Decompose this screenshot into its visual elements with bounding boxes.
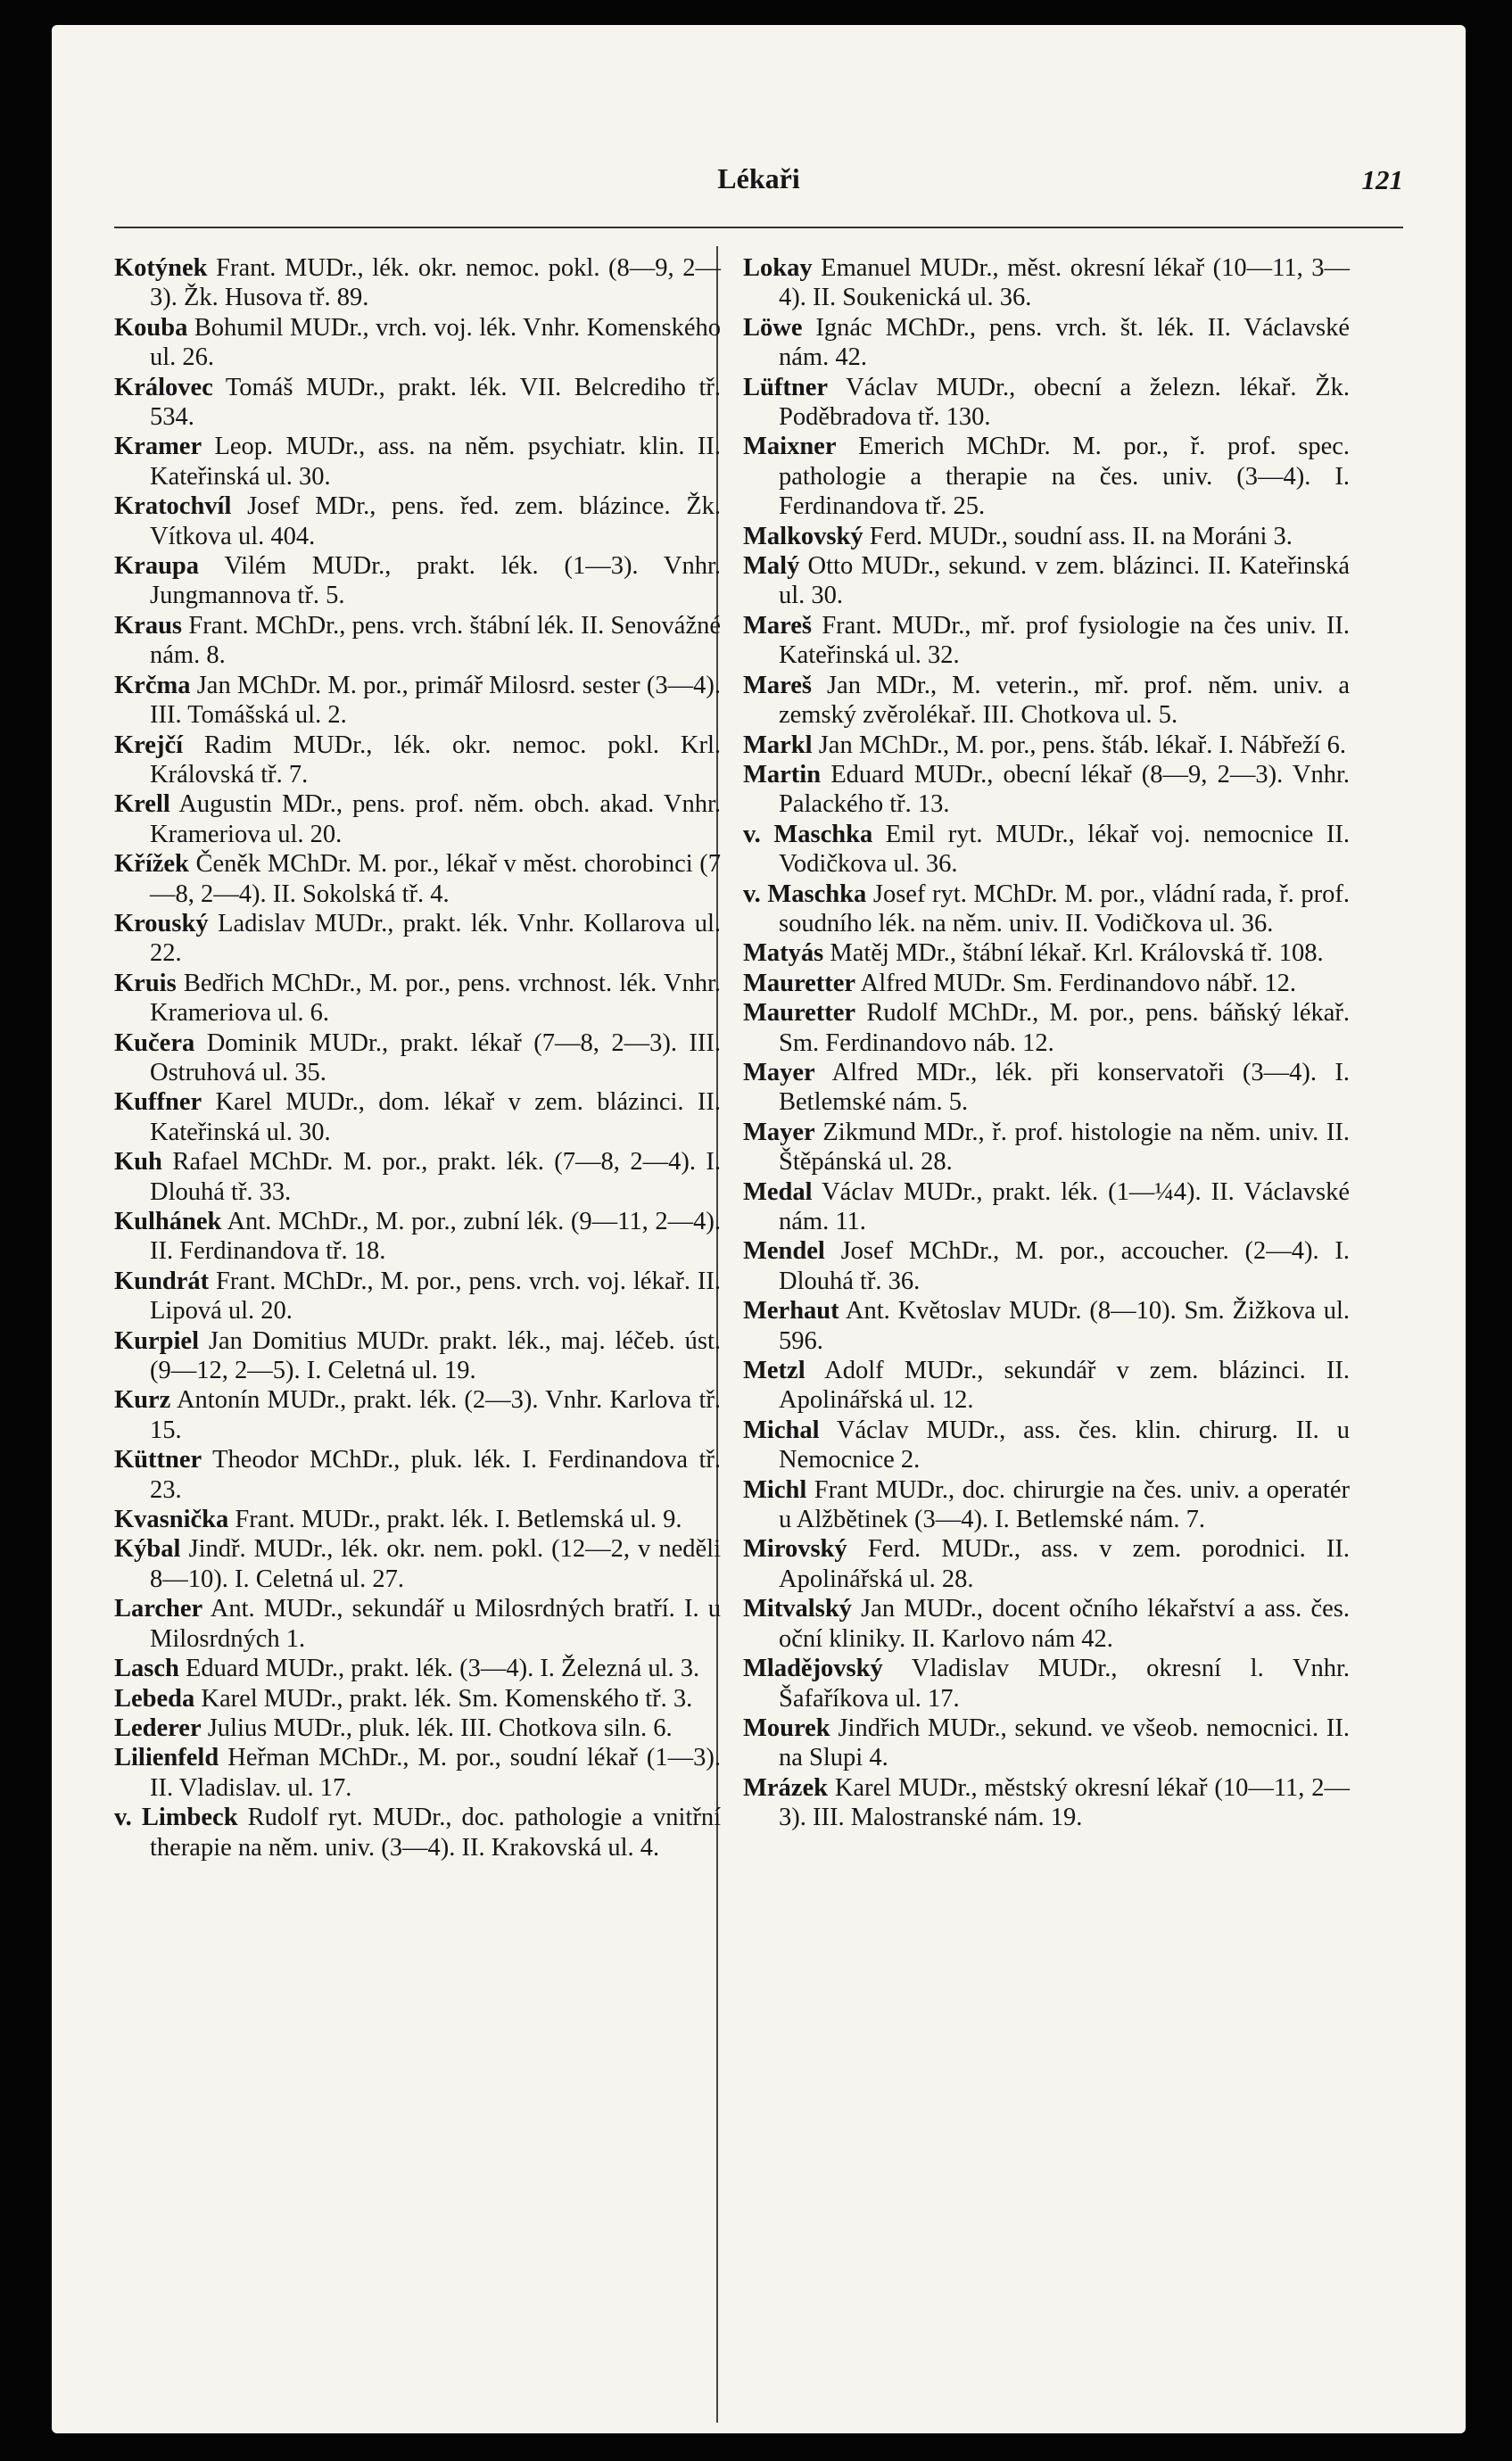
directory-entry <box>114 611 721 671</box>
directory-entry <box>743 1475 1350 1535</box>
page <box>52 25 1466 2433</box>
entry-details: Karel MUDr., městský okresní lékař (10—11, 2—3). III. Malostranské nám. 19. <box>779 1773 1350 1832</box>
entry-details: Ferd. MUDr., soudní ass. II. na Moráni 3. <box>869 522 1293 550</box>
entry-details: Bedřich MChDr., M. por., pens. vrchnost. lék. Vnhr. Krameriova ul. 6. <box>150 969 722 1028</box>
entry-details: Emanuel MUDr., měst. okresní lékař (10—11, 3—4). II. Soukenická ul. 36. <box>779 254 1350 312</box>
directory-entry <box>743 969 1350 998</box>
entry-details: Václav MUDr., obecní a železn. lékař. Žk. Poděbradova tř. 130. <box>779 373 1350 432</box>
entry-details: Ant. MUDr., sekundář u Milosrdných bratří. I. u Milosrdných 1. <box>150 1595 721 1653</box>
entry-name: Kundrát <box>114 1267 210 1295</box>
entry-name: Malkovský <box>743 522 863 550</box>
entry-details: Zikmund MDr., ř. prof. histologie na něm. univ. II. Štěpánská ul. 28. <box>779 1118 1351 1177</box>
entry-name: Lasch <box>114 1655 179 1683</box>
entry-name: Metzl <box>743 1357 806 1385</box>
directory-entry <box>114 432 721 491</box>
entry-name: Krouský <box>114 909 209 937</box>
entry-details: Otto MUDr., sekund. v zem. blázinci. II. Kateřinská ul. 30. <box>779 552 1350 610</box>
entry-name: Mayer <box>743 1118 815 1146</box>
directory-entry <box>743 1058 1350 1118</box>
entry-details: Ferd. MUDr., ass. v zem. porodnici. II. Apolinářská ul. 28. <box>779 1535 1351 1593</box>
left-column <box>114 253 721 1862</box>
page-header <box>114 159 1403 212</box>
directory-entry <box>743 1416 1350 1475</box>
directory-entry <box>114 1654 721 1683</box>
entry-details: Antonín MUDr., prakt. lék. (2—3). Vnhr. Karlova tř. 15. <box>150 1386 721 1444</box>
entry-name: Kratochvíl <box>114 492 232 521</box>
directory-entry <box>743 880 1350 939</box>
entry-details: Rudolf MChDr., M. por., pens. báňský lékař. Sm. Ferdinandovo náb. 12. <box>779 999 1350 1057</box>
entry-details: Josef MDr., pens. řed. zem. blázince. Žk. Vítkova ul. 404. <box>150 492 722 550</box>
entry-name: v. Maschka <box>743 880 867 908</box>
directory-entry <box>114 909 721 969</box>
entry-name: Mauretter <box>743 969 856 997</box>
directory-entry <box>743 998 1350 1058</box>
entry-details: Tomáš MUDr., prakt. lék. VII. Belcrediho tř. 534. <box>150 373 721 432</box>
entry-details: Frant. MChDr., pens. vrch. štábní lék. II. Senovážné nám. 8. <box>150 611 722 670</box>
entry-name: Mendel <box>743 1237 825 1266</box>
entry-name: Mladějovský <box>743 1655 883 1683</box>
entry-name: Kvasnička <box>114 1506 229 1534</box>
entry-name: v. Maschka <box>743 820 873 848</box>
entry-name: Martin <box>743 760 822 789</box>
entry-details: Matěj MDr., štábní lékař. Krl. Královská tř. 108. <box>830 939 1324 968</box>
entry-name: Kuffner <box>114 1088 202 1117</box>
entry-details: Václav MUDr., ass. čes. klin. chirurg. II. u Nemocnice 2. <box>779 1416 1350 1474</box>
entry-details: Karel MUDr., prakt. lék. Sm. Komenského tř. 3. <box>201 1684 693 1713</box>
directory-entry <box>114 671 721 731</box>
directory-entry <box>743 1236 1350 1296</box>
directory-entry <box>114 1803 721 1862</box>
entry-name: Michl <box>743 1475 807 1504</box>
directory-entry <box>114 313 721 373</box>
entry-details: Eduard MUDr., obecní lékař (8—9, 2—3). Vnhr. Palackého tř. 13. <box>779 760 1350 819</box>
entry-details: Frant. MChDr., M. por., pens. vrch. voj. lékař. II. Lipová ul. 20. <box>150 1267 721 1325</box>
entry-details: Frant. MUDr., mř. prof fysiologie na čes univ. II. Kateřinská ul. 32. <box>779 611 1350 670</box>
entry-name: Malý <box>743 552 800 581</box>
directory-entry <box>114 1385 721 1445</box>
directory-entry <box>743 1118 1350 1177</box>
directory-entry <box>114 1267 721 1326</box>
entry-name: Křížek <box>114 850 189 879</box>
directory-entry <box>114 1743 721 1803</box>
entry-name: Kraupa <box>114 552 200 581</box>
directory-entry <box>114 1028 721 1088</box>
entry-name: Medal <box>743 1177 813 1206</box>
directory-entry <box>114 789 721 849</box>
entry-name: Lokay <box>743 254 813 282</box>
directory-entry <box>114 849 721 909</box>
entry-name: Lederer <box>114 1714 202 1742</box>
entry-details: Ladislav MUDr., prakt. lék. Vnhr. Kollarova ul. 22. <box>150 909 722 968</box>
page-title: Lékaři <box>717 162 800 194</box>
directory-entry <box>114 373 721 433</box>
entry-details: Ignác MChDr., pens. vrch. št. lék. II. Václavské nám. 42. <box>779 313 1350 372</box>
entry-name: Kurz <box>114 1386 171 1415</box>
entry-name: Matyás <box>743 939 824 968</box>
page-number: 121 <box>1361 164 1403 195</box>
directory-entry <box>114 491 721 551</box>
entry-name: Kýbal <box>114 1535 181 1564</box>
directory-entry <box>743 432 1350 521</box>
entry-details: Jan MChDr., M. por., pens. štáb. lékař. I. Nábřeží 6. <box>818 731 1346 759</box>
entry-details: Adolf MUDr., sekundář v zem. blázinci. II. Apolinářská ul. 12. <box>779 1357 1350 1415</box>
directory-entry <box>743 760 1350 820</box>
entry-name: Lüftner <box>743 373 828 401</box>
entry-name: Larcher <box>114 1595 203 1623</box>
entry-details: Ant. MChDr., M. por., zubní lék. (9—11, 2—4). II. Ferdinandova tř. 18. <box>150 1208 721 1266</box>
directory-entry <box>743 551 1350 611</box>
entry-details: Theodor MChDr., pluk. lék. I. Ferdinandova tř. 23. <box>150 1446 721 1504</box>
entry-name: Kotýnek <box>114 254 208 282</box>
directory-entry <box>743 1773 1350 1833</box>
entry-details: Frant MUDr., doc. chirurgie na čes. univ. a operatér u Alžbětinek (3—4). I. Betlemské nám. 7. <box>779 1475 1350 1534</box>
directory-entry <box>114 1147 721 1207</box>
directory-entry <box>743 1654 1350 1714</box>
directory-entry <box>743 1534 1350 1594</box>
entry-details: Josef MChDr., M. por., accoucher. (2—4). I. Dlouhá tř. 36. <box>779 1237 1350 1295</box>
entry-name: Merhaut <box>743 1297 839 1325</box>
directory-entry <box>743 1714 1350 1773</box>
entry-name: Mrázek <box>743 1773 828 1802</box>
directory-entry <box>743 373 1350 433</box>
directory-entry <box>114 1207 721 1267</box>
entry-name: Krell <box>114 790 170 819</box>
entry-details: Josef ryt. MChDr. M. por., vládní rada, ř. prof. soudního lék. na něm. univ. II. Vodičkova ul. 36. <box>779 880 1350 937</box>
entry-details: Leop. MUDr., ass. na něm. psychiatr. klin. II. Kateřinská ul. 30. <box>150 433 722 491</box>
directory-entry <box>114 551 721 611</box>
entry-details: Dominik MUDr., prakt. lékař (7—8, 2—3). III. Ostruhová ul. 35. <box>150 1028 722 1086</box>
entry-details: Radim MUDr., lék. okr. nemoc. pokl. Krl. Královská tř. 7. <box>150 731 722 789</box>
directory-entry <box>743 1296 1350 1356</box>
entry-name: Kuh <box>114 1148 162 1177</box>
directory-entry <box>743 1594 1350 1654</box>
directory-entry <box>114 1445 721 1505</box>
directory-entry <box>114 731 721 790</box>
entry-details: Alfred MUDr. Sm. Ferdinandovo nábř. 12. <box>860 969 1297 997</box>
directory-entry <box>743 1177 1350 1237</box>
entry-name: v. Limbeck <box>114 1804 238 1832</box>
entry-name: Mareš <box>743 611 813 640</box>
entry-details: Jan MChDr. M. por., primář Milosrd. sester (3—4). III. Tomášská ul. 2. <box>150 671 722 730</box>
directory-entry <box>114 1594 721 1654</box>
entry-details: Karel MUDr., dom. lékař v zem. blázinci. II. Kateřinská ul. 30. <box>150 1088 721 1146</box>
directory-entry <box>114 1326 721 1386</box>
directory-entry <box>743 731 1350 760</box>
entry-name: Mayer <box>743 1058 815 1086</box>
entry-name: Krejčí <box>114 731 184 759</box>
right-column <box>743 253 1350 1833</box>
directory-entry <box>114 1505 721 1534</box>
entry-details: Julius MUDr., pluk. lék. III. Chotkova siln. 6. <box>207 1714 673 1742</box>
entry-details: Ant. Květoslav MUDr. (8—10). Sm. Žižkova ul. 596. <box>779 1297 1350 1355</box>
entry-details: Jindřich MUDr., sekund. ve všeob. nemocnici. II. na Slupi 4. <box>779 1714 1350 1772</box>
directory-entry <box>743 938 1350 968</box>
entry-name: Kulhánek <box>114 1208 222 1235</box>
entry-details: Augustin MDr., pens. prof. něm. obch. akad. Vnhr. Krameriova ul. 20. <box>150 790 721 848</box>
entry-details: Jindř. MUDr., lék. okr. nem. pokl. (12—2, v neděli 8—10). I. Celetná ul. 27. <box>150 1535 721 1593</box>
directory-entry <box>114 253 721 313</box>
entry-name: Löwe <box>743 313 803 342</box>
entry-details: Bohumil MUDr., vrch. voj. lék. Vnhr. Komenského ul. 26. <box>150 313 721 372</box>
directory-entry <box>114 969 721 1028</box>
entry-name: Mareš <box>743 671 813 699</box>
entry-name: Mirovský <box>743 1535 847 1564</box>
directory-entry <box>743 313 1350 373</box>
entry-details: Jan MUDr., docent očního lékařství a ass. čes. oční kliniky. II. Karlovo nám 42. <box>779 1595 1350 1653</box>
entry-name: Kučera <box>114 1028 195 1057</box>
entry-name: Lebeda <box>114 1684 195 1713</box>
entry-name: Krčma <box>114 671 191 699</box>
entry-name: Lilienfeld <box>114 1744 219 1772</box>
entry-details: Jan Domitius MUDr. prakt. lék., maj. léčeb. úst. (9—12, 2—5). I. Celetná ul. 19. <box>150 1326 722 1385</box>
directory-entry <box>743 1356 1350 1416</box>
entry-details: Alfred MDr., lék. při konservatoři (3—4). I. Betlemské nám. 5. <box>779 1058 1350 1117</box>
entry-details: Frant. MUDr., prakt. lék. I. Betlemská ul. 9. <box>235 1506 682 1534</box>
directory-entry <box>114 1714 721 1743</box>
entry-name: Küttner <box>114 1446 202 1474</box>
entry-name: Maixner <box>743 433 837 461</box>
entry-name: Kruis <box>114 969 177 997</box>
entry-details: Emil ryt. MUDr., lékař voj. nemocnice II. Vodičkova ul. 36. <box>779 820 1350 879</box>
directory-entry <box>743 611 1350 671</box>
entry-details: Emerich MChDr. M. por., ř. prof. spec. pathologie a therapie na čes. univ. (3—4). I. Ferdinandova tř. 25. <box>779 433 1351 521</box>
entry-name: Michal <box>743 1416 820 1444</box>
entry-name: Markl <box>743 731 813 759</box>
directory-entry <box>743 253 1350 313</box>
entry-name: Kramer <box>114 433 202 461</box>
entry-name: Mourek <box>743 1714 830 1742</box>
entry-details: Vilém MUDr., prakt. lék. (1—3). Vnhr. Jungmannova tř. 5. <box>150 552 721 610</box>
directory-entry <box>114 1087 721 1147</box>
entry-details: Vladislav MUDr., okresní l. Vnhr. Šafaříkova ul. 17. <box>779 1655 1350 1713</box>
entry-details: Frant. MUDr., lék. okr. nemoc. pokl. (8—9, 2—3). Žk. Husova tř. 89. <box>150 254 722 312</box>
entry-details: Eduard MUDr., prakt. lék. (3—4). I. Železná ul. 3. <box>185 1655 700 1683</box>
entry-name: Kouba <box>114 313 188 342</box>
entry-details: Rafael MChDr. M. por., prakt. lék. (7—8, 2—4). I. Dlouhá tř. 33. <box>150 1148 721 1206</box>
entry-details: Heřman MChDr., M. por., soudní lékař (1—3). II. Vladislav. ul. 17. <box>150 1744 722 1802</box>
entry-name: Královec <box>114 373 213 401</box>
directory-entry <box>743 671 1350 731</box>
entry-details: Václav MUDr., prakt. lék. (1—¼4). II. Václavské nám. 11. <box>779 1177 1350 1235</box>
directory-entry <box>743 522 1350 551</box>
header-rule <box>114 227 1403 228</box>
entry-name: Mauretter <box>743 999 856 1028</box>
entry-name: Kraus <box>114 611 183 640</box>
entry-details: Rudolf ryt. MUDr., doc. pathologie a vnitřní therapie na něm. univ. (3—4). II. Krakovská ul. 4. <box>150 1804 721 1862</box>
entry-details: Jan MDr., M. veterin., mř. prof. něm. univ. a zemský zvěrolékař. III. Chotkova ul. 5. <box>779 671 1350 730</box>
entry-name: Mitvalský <box>743 1595 852 1623</box>
directory-entry <box>114 1534 721 1594</box>
directory-entry <box>743 820 1350 880</box>
directory-entry <box>114 1684 721 1714</box>
entry-details: Čeněk MChDr. M. por., lékař v měst. chorobinci (7—8, 2—4). II. Sokolská tř. 4. <box>150 850 721 908</box>
entry-name: Kurpiel <box>114 1326 200 1355</box>
